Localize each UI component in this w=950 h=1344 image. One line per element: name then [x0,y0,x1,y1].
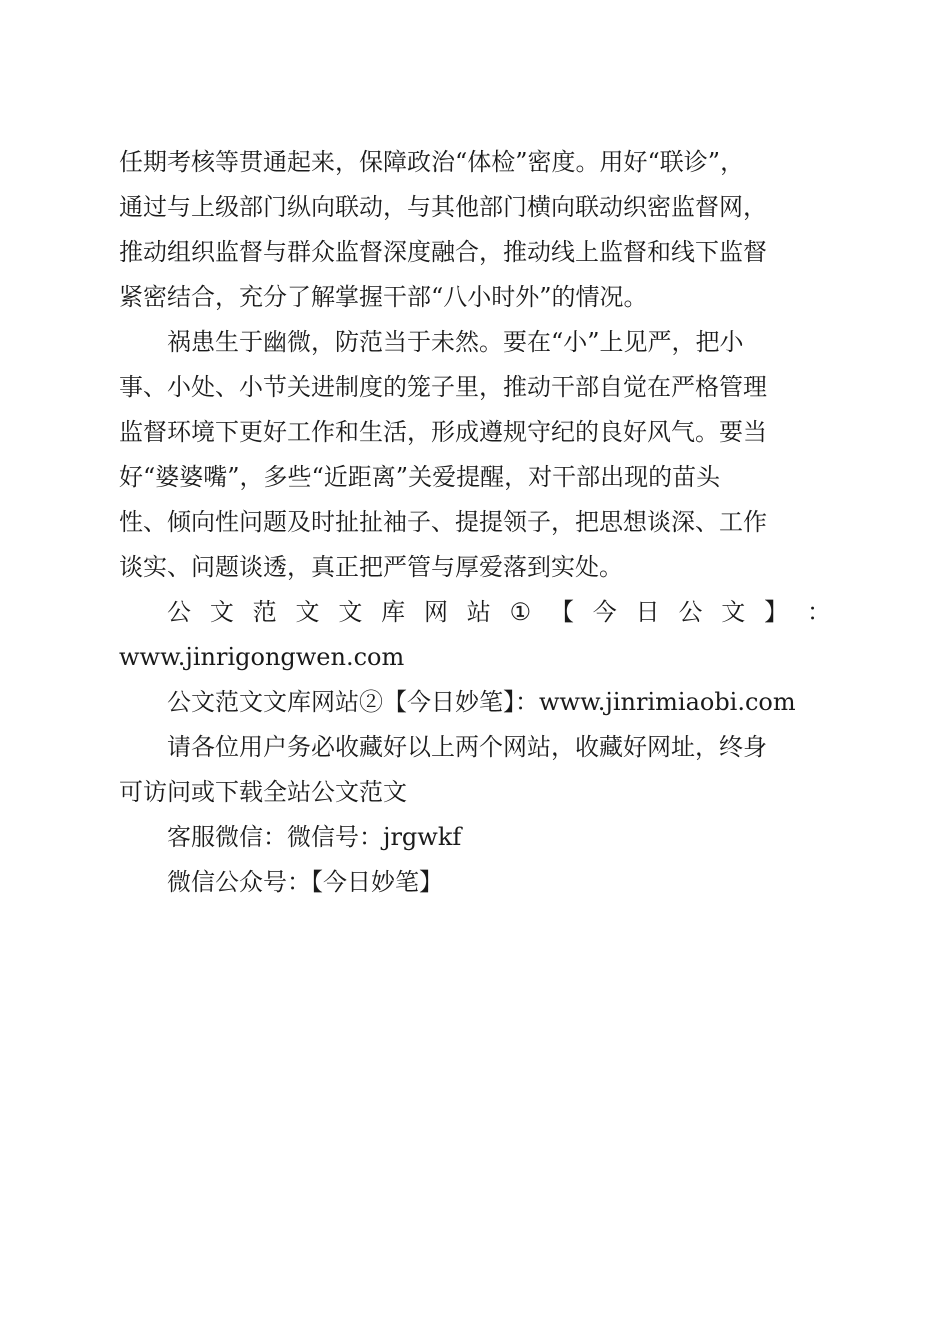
site-1-char: 【 [549,598,574,626]
document-body [119,140,831,905]
text-line: 紧密结合，充分了解掌握干部“八小时外”的情况。 [119,283,648,311]
text-line: 任期考核等贯通起来，保障政治“体检”密度。用好“联诊”， [119,148,745,176]
site-2-paragraph [119,680,831,725]
notice-line-2: 可访问或下载全站公文范文 [119,778,407,806]
official-account-paragraph [119,860,831,905]
site-1-title-line [119,590,831,635]
site-1-char: 文 [209,598,234,626]
site-1-char: 今 [592,598,617,626]
text-line: 祸患生于幽微，防范当于未然。要在“小”上见严，把小 [167,328,744,356]
site-1-char: 】 [764,598,789,626]
text-line: 推动组织监督与群众监督深度融合，推动线上监督和线下监督 [119,238,767,266]
site-1-char: 库 [381,598,406,626]
site-2-line[interactable]: 公文范文文库网站②【今日妙笔】：www.jinrimiaobi.com [167,688,796,716]
site-1-char: ： [806,598,831,626]
site-1-char: 公 [167,598,191,626]
text-line: 事、小处、小节关进制度的笼子里，推动干部自觉在严格管理 [119,373,767,401]
site-1-char: 文 [338,598,363,626]
text-line: 好“婆婆嘴”，多些“近距离”关爱提醒，对干部出现的苗头 [119,463,721,491]
site-1-char: 范 [252,598,277,626]
paragraph-2 [119,320,831,590]
site-1-char: 日 [635,598,660,626]
wechat-paragraph [119,815,831,860]
paragraph-1 [119,140,831,320]
text-line: 通过与上级部门纵向联动，与其他部门横向联动织密监督网， [119,193,767,221]
site-1-char: ① [509,598,532,626]
notice-paragraph [119,725,831,815]
site-1-char: 文 [295,598,320,626]
site-1-char: 网 [423,598,448,626]
text-line: 监督环境下更好工作和生活，形成遵规守纪的良好风气。要当 [119,418,767,446]
site-1-char: 文 [721,598,746,626]
official-account: 微信公众号：【今日妙笔】 [167,868,443,896]
site-1-paragraph [119,590,831,680]
text-line: 性、倾向性问题及时扯扯袖子、提提领子，把思想谈深、工作 [119,508,767,536]
wechat-id: 客服微信：微信号：jrgwkf [167,823,462,851]
text-line: 谈实、问题谈透，真正把严管与厚爱落到实处。 [119,553,623,581]
site-1-char: 公 [678,598,703,626]
notice-line-1: 请各位用户务必收藏好以上两个网站，收藏好网址，终身 [167,733,767,761]
site-1-url[interactable]: www.jinrigongwen.com [119,643,405,671]
site-1-char: 站 [466,598,491,626]
